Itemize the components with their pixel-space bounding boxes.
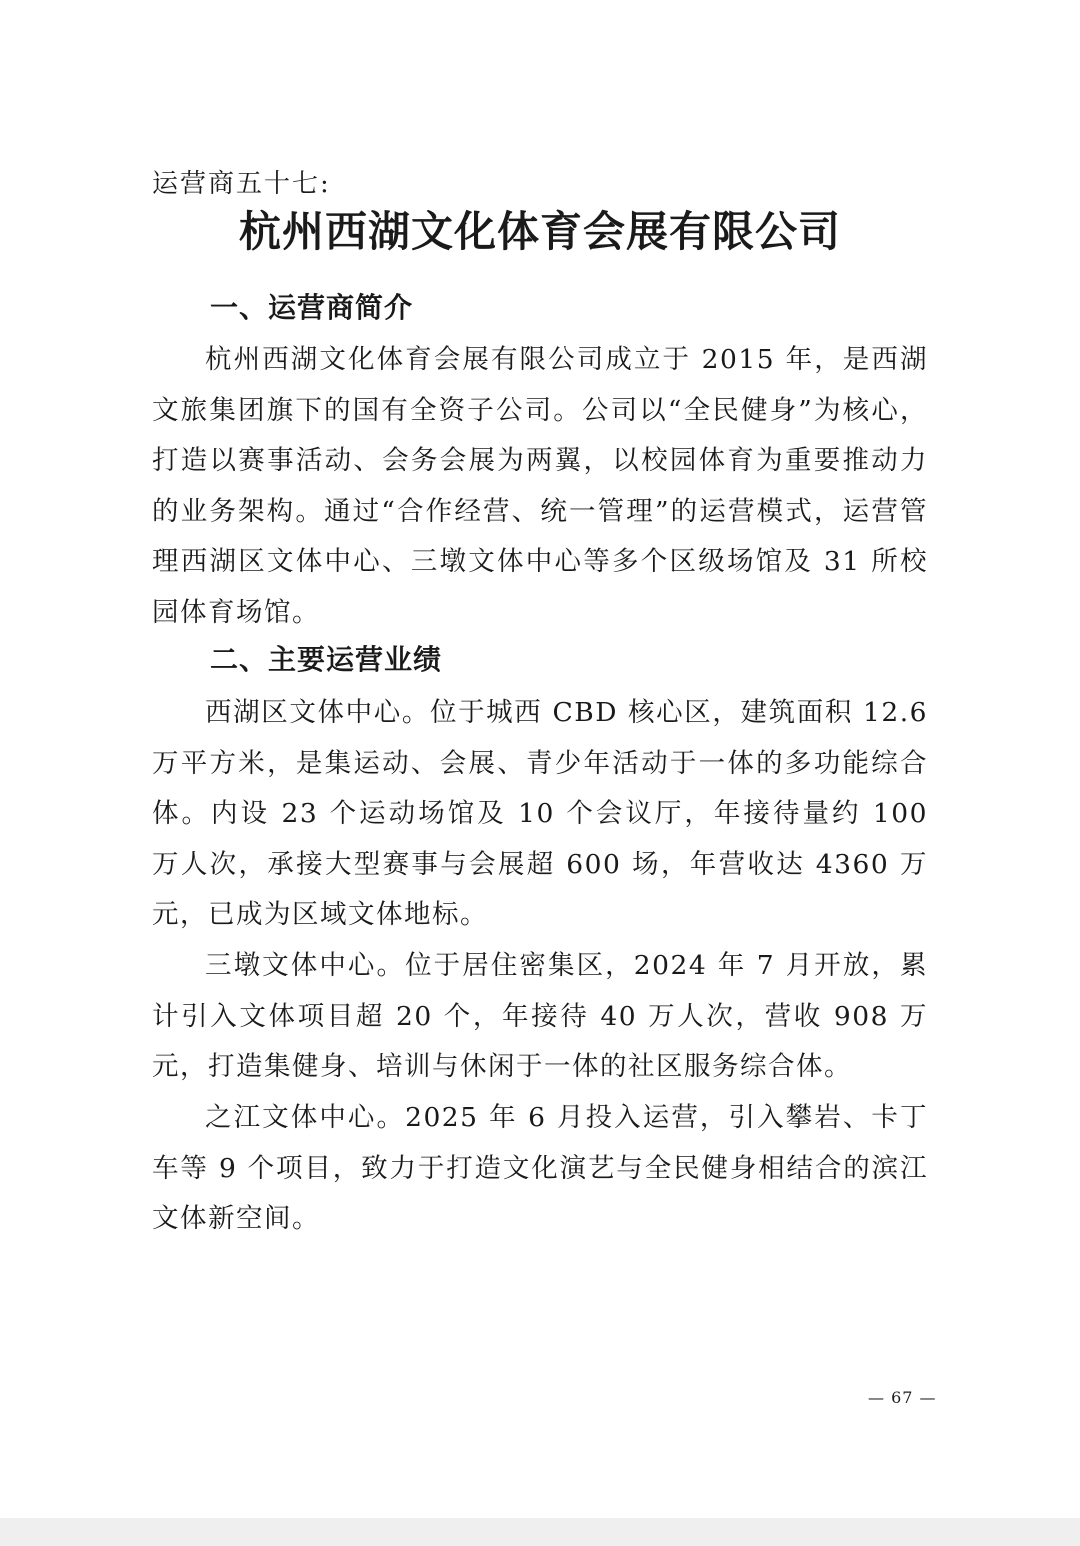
paragraph-introduction: 杭州西湖文化体育会展有限公司成立于 2015 年，是西湖文旅集团旗下的国有全资子公司。公司以“全民健身”为核心，打造以赛事活动、会务会展为两翼，以校园体育为重要推动力的业务架构。通过“合作经营、统一管理”的运营模式，运营管理西湖区文体中心、三墩文体中心等多个区级场馆及 31 所校园体育场馆。 — [152, 344, 928, 628]
paragraph-xihu-center: 西湖区文体中心。位于城西 CBD 核心区，建筑面积 12.6 万平方米，是集运动、会展、青少年活动于一体的多功能综合体。内设 23 个运动场馆及 10 个会议厅，年接待量约 100 万人次，承接大型赛事与会展超 600 场，年营收达 4360 万元，已成为区域文体地标。 — [152, 697, 928, 930]
page-title: 杭州西湖文化体育会展有限公司 — [238, 207, 841, 256]
paragraph-sandun-center: 三墩文体中心。位于居住密集区，2024 年 7 月开放，累计引入文体项目超 20 个，年接待 40 万人次，营收 908 万元，打造集健身、培训与休闲于一体的社区服务综合体。 — [152, 950, 928, 1082]
page-number: — 67 — — [868, 1388, 937, 1407]
operator-label: 运营商五十七: — [152, 169, 331, 199]
section-heading-performance: 二、主要运营业绩 — [210, 643, 443, 676]
paragraph-zhijiang-center: 之江文体中心。2025 年 6 月投入运营，引入攀岩、卡丁车等 9 个项目，致力于打造文化演艺与全民健身相结合的滨江文体新空间。 — [152, 1102, 928, 1234]
viewer-bottom-strip — [0, 1518, 1080, 1546]
section-heading-introduction: 一、运营商简介 — [210, 291, 414, 324]
